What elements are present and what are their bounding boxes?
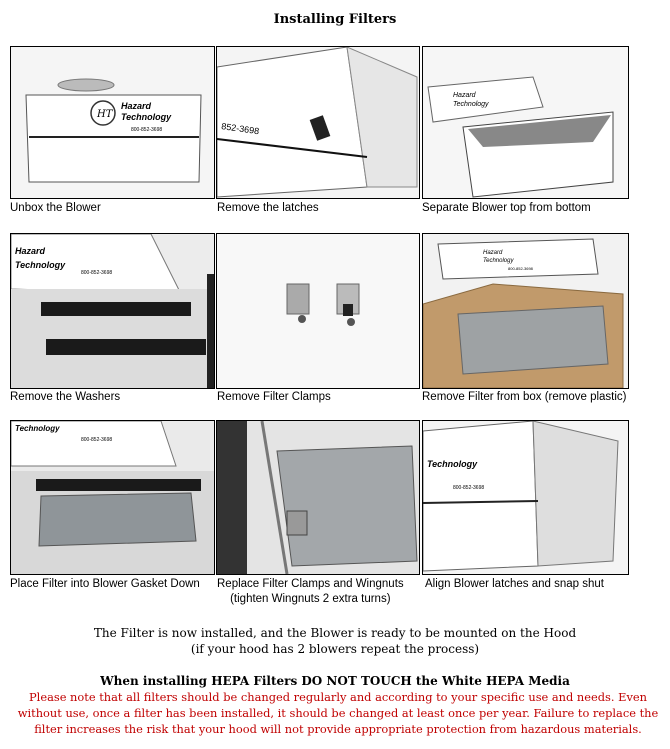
- logo-text: HT: [97, 109, 113, 120]
- phone-text: 800-852-3698: [453, 485, 485, 491]
- clamps-photo: [217, 234, 419, 388]
- replace-clamps-photo: [217, 421, 419, 574]
- step-caption-line: (tighten Wingnuts 2 extra turns): [230, 593, 391, 605]
- maintenance-warning: Please note that all filters should be changed regularly and according to your specific use and needs. Even without use, once a filter has been installed, it should be changed at least once per year. Failure to replace the filter increases the risk that your hood will not provide appropriate protection from hazardous materials.: [17, 690, 659, 736]
- step-caption: Remove Filter Clamps: [217, 391, 331, 403]
- step-caption: Place Filter into Blower Gasket Down: [10, 578, 200, 590]
- place-filter-photo: [11, 421, 214, 574]
- filter-box-photo: [423, 234, 628, 388]
- separated-blower-photo: [423, 47, 628, 198]
- step-caption-line: Replace Filter Clamps and Wingnuts: [217, 578, 404, 590]
- step-photo-align-latches: [422, 420, 629, 575]
- brand-text: Technology: [121, 112, 172, 122]
- brand-text: Hazard: [483, 250, 503, 256]
- latch-photo: [217, 47, 419, 198]
- step-photo-unbox-blower: [10, 46, 215, 199]
- brand-text: Technology: [427, 459, 478, 469]
- blower-photo: [11, 47, 214, 198]
- hepa-warning-heading: When installing HEPA Filters DO NOT TOUCH the White HEPA Media: [100, 674, 570, 688]
- brand-text: Hazard: [121, 101, 152, 111]
- brand-text: Technology: [483, 258, 514, 264]
- installed-note: The Filter is now installed, and the Blower is ready to be mounted on the Hood: [93, 626, 577, 640]
- step-caption: Remove the Washers: [10, 391, 121, 403]
- step-photo-place-filter: [10, 420, 215, 575]
- brand-text: Technology: [15, 260, 66, 270]
- step-photo-remove-clamps: [216, 233, 420, 389]
- phone-text: 800-852-3698: [81, 270, 113, 276]
- closed-blower-photo: [423, 421, 628, 574]
- washers-photo: [11, 234, 214, 388]
- phone-text: 800-852-3698: [508, 266, 533, 271]
- step-caption: Align Blower latches and snap shut: [425, 578, 604, 590]
- step-photo-remove-latches: [216, 46, 420, 199]
- page-title: Installing Filters: [273, 12, 397, 27]
- step-caption: [217, 577, 404, 607]
- brand-text: Technology: [453, 101, 489, 108]
- step-caption: Unbox the Blower: [10, 202, 101, 214]
- step-caption: Remove the latches: [217, 202, 319, 214]
- step-photo-remove-washers: [10, 233, 215, 389]
- brand-text: Hazard: [453, 92, 476, 99]
- phone-text: 800-852-3698: [81, 437, 113, 443]
- installed-note-sub: (if your hood has 2 blowers repeat the process): [190, 642, 480, 656]
- step-caption: Remove Filter from box (remove plastic): [422, 391, 627, 403]
- step-photo-replace-clamps: [216, 420, 420, 575]
- step-photo-separate-top: [422, 46, 629, 199]
- phone-text: 852-3698: [220, 121, 260, 137]
- step-caption: Separate Blower top from bottom: [422, 202, 591, 214]
- step-photo-remove-filter-box: [422, 233, 629, 389]
- brand-text: Hazard: [15, 246, 46, 256]
- brand-text: Technology: [15, 424, 60, 433]
- phone-text: 800-852-3698: [131, 127, 163, 133]
